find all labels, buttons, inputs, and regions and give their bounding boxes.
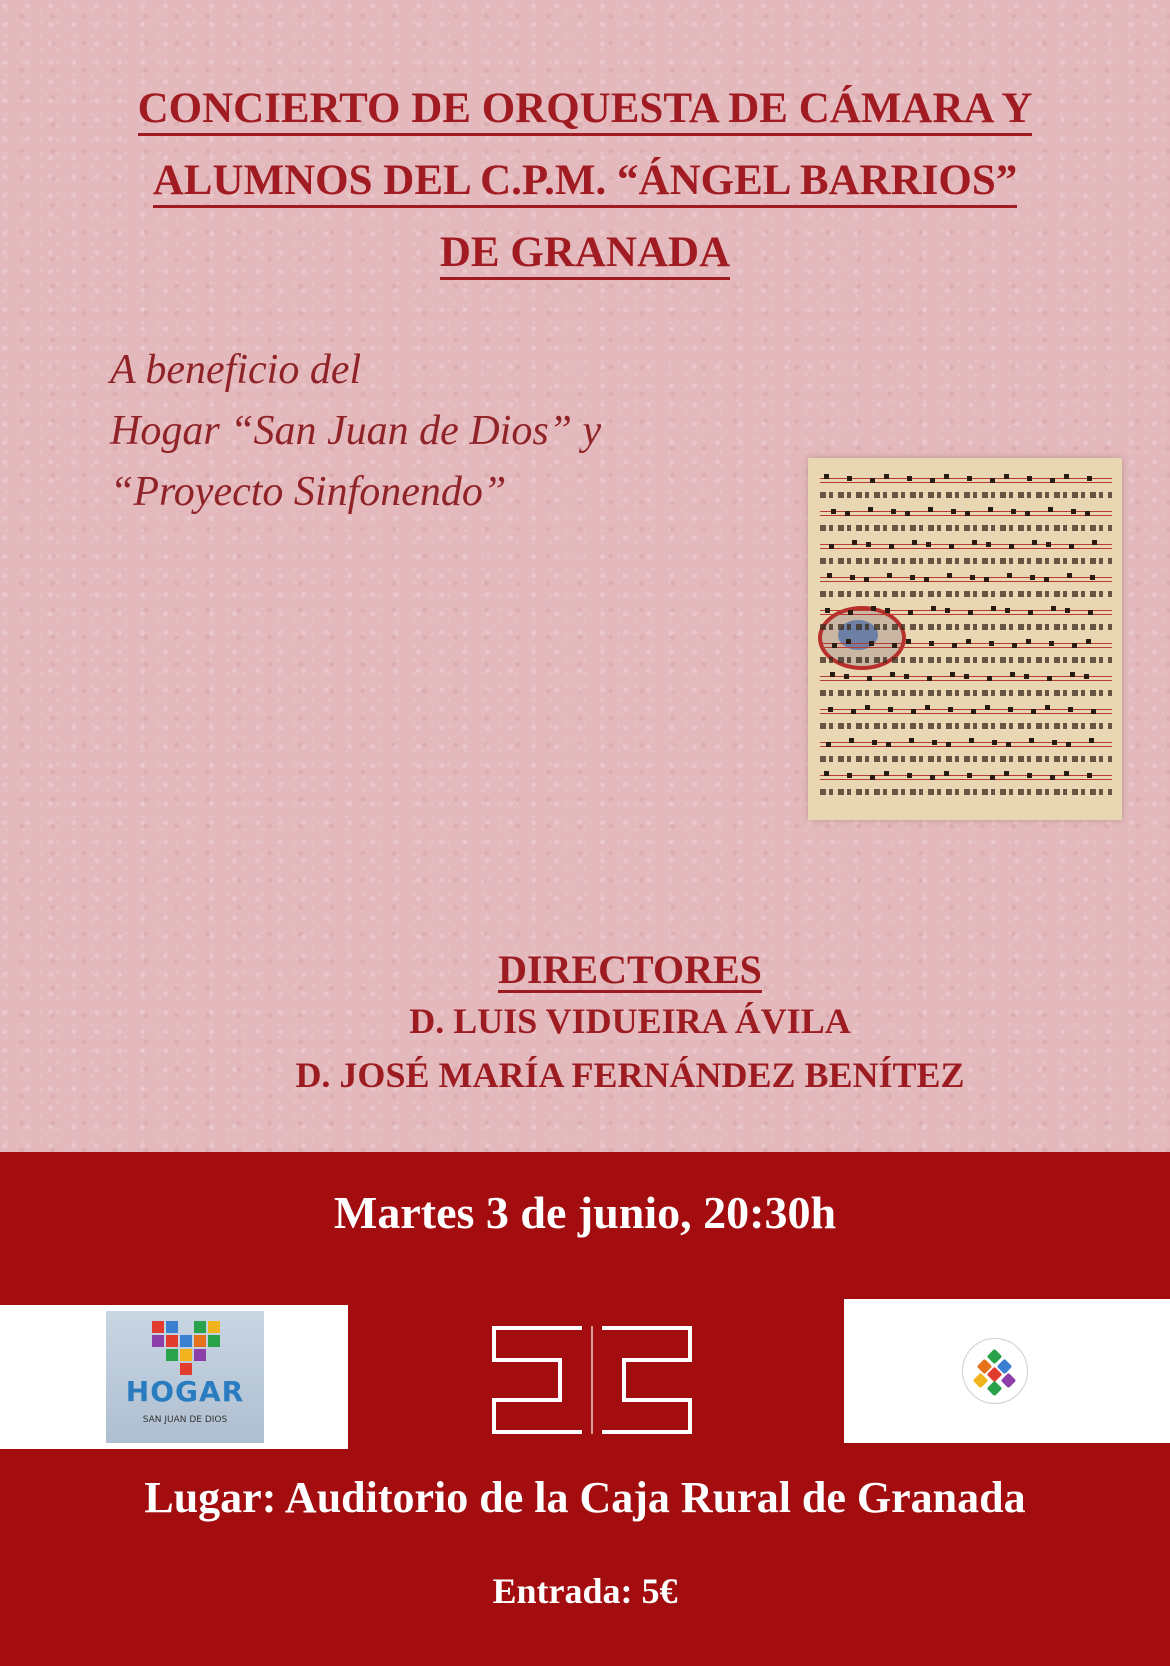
manuscript-neume xyxy=(1088,610,1093,615)
manuscript-neume xyxy=(905,511,910,516)
manuscript-neume xyxy=(912,540,917,545)
manuscript-neume xyxy=(991,606,996,611)
manuscript-neume xyxy=(824,771,829,776)
manuscript-neume xyxy=(1030,575,1035,580)
manuscript-neume xyxy=(946,742,951,747)
manuscript-neume xyxy=(871,606,876,611)
manuscript-neume xyxy=(826,742,831,747)
manuscript-neume xyxy=(832,643,837,648)
manuscript-neume xyxy=(967,773,972,778)
manuscript-text-line xyxy=(820,789,1112,795)
manuscript-neume xyxy=(985,705,990,710)
manuscript-neume xyxy=(847,773,852,778)
manuscript-text-line xyxy=(820,558,1112,564)
manuscript-neume xyxy=(1047,676,1052,681)
manuscript-neume xyxy=(971,709,976,714)
manuscript-text-line xyxy=(820,624,1112,630)
manuscript-neume xyxy=(1027,476,1032,481)
manuscript-neume xyxy=(944,474,949,479)
manuscript-neume xyxy=(984,577,989,582)
manuscript-neume xyxy=(928,507,933,512)
manuscript-neume xyxy=(930,775,935,780)
manuscript-neume xyxy=(965,511,970,516)
manuscript-neume xyxy=(927,676,932,681)
manuscript-neume xyxy=(1049,641,1054,646)
manuscript-neume xyxy=(947,573,952,578)
manuscript-neume xyxy=(1031,709,1036,714)
manuscript-neume xyxy=(1086,639,1091,644)
manuscript-neume xyxy=(931,606,936,611)
manuscript-neume xyxy=(844,674,849,679)
manuscript-neume xyxy=(1032,540,1037,545)
manuscript-neume xyxy=(1012,643,1017,648)
manuscript-neume xyxy=(1009,544,1014,549)
director-name-2: D. JOSÉ MARÍA FERNÁNDEZ BENÍTEZ xyxy=(295,1055,965,1095)
manuscript-neume xyxy=(1044,577,1049,582)
manuscript-neume xyxy=(1069,544,1074,549)
manuscript-neume xyxy=(969,738,974,743)
manuscript-neume xyxy=(992,740,997,745)
manuscript-neume xyxy=(885,608,890,613)
title-line-1: CONCIERTO DE ORQUESTA DE CÁMARA Y xyxy=(138,85,1033,136)
manuscript-neume xyxy=(910,575,915,580)
benefit-line-2: Hogar “San Juan de Dios” y xyxy=(110,408,602,454)
concert-title xyxy=(20,78,1150,294)
manuscript-neume xyxy=(1024,674,1029,679)
manuscript-neume xyxy=(1050,478,1055,483)
manuscript-neume xyxy=(930,478,935,483)
manuscript-neume xyxy=(1004,771,1009,776)
manuscript-neume xyxy=(892,643,897,648)
sinfonendo-logo xyxy=(962,1338,1028,1404)
manuscript-neume xyxy=(989,641,994,646)
manuscript-neume xyxy=(986,542,991,547)
manuscript-neume xyxy=(1028,610,1033,615)
director-name-1: D. LUIS VIDUEIRA ÁVILA xyxy=(409,1001,851,1041)
manuscript-text-line xyxy=(820,657,1112,663)
music-manuscript-image xyxy=(808,458,1122,820)
manuscript-neume xyxy=(987,676,992,681)
manuscript-neume xyxy=(925,705,930,710)
manuscript-neume xyxy=(1087,773,1092,778)
manuscript-neume xyxy=(949,544,954,549)
manuscript-neume xyxy=(868,507,873,512)
manuscript-text-line xyxy=(820,492,1112,498)
manuscript-neume xyxy=(1011,509,1016,514)
directors-heading: DIRECTORES xyxy=(498,947,762,992)
entry-price: Entrada: 5€ xyxy=(492,1571,678,1611)
manuscript-text-line xyxy=(820,525,1112,531)
manuscript-neume xyxy=(848,610,853,615)
manuscript-neume xyxy=(952,643,957,648)
manuscript-neume xyxy=(950,672,955,677)
manuscript-neume xyxy=(864,577,869,582)
manuscript-neume xyxy=(1052,740,1057,745)
title-line-2: ALUMNOS DEL C.P.M. “ÁNGEL BARRIOS” xyxy=(153,157,1018,208)
manuscript-neume xyxy=(850,575,855,580)
manuscript-text-line xyxy=(820,756,1112,762)
manuscript-neume xyxy=(988,507,993,512)
manuscript-neume xyxy=(888,707,893,712)
event-place: Lugar: Auditorio de la Caja Rural de Granada xyxy=(144,1473,1026,1522)
manuscript-neume xyxy=(887,573,892,578)
manuscript-text-line xyxy=(820,591,1112,597)
manuscript-neume xyxy=(865,705,870,710)
manuscript-neume xyxy=(831,509,836,514)
manuscript-neume xyxy=(1051,606,1056,611)
manuscript-neume xyxy=(990,775,995,780)
manuscript-neume xyxy=(970,575,975,580)
manuscript-neume xyxy=(1010,672,1015,677)
manuscript-neume xyxy=(1065,608,1070,613)
manuscript-neume xyxy=(891,509,896,514)
manuscript-neume xyxy=(908,610,913,615)
manuscript-neume xyxy=(1045,705,1050,710)
manuscript-neume xyxy=(1046,542,1051,547)
manuscript-neume xyxy=(828,707,833,712)
manuscript-neume xyxy=(1072,643,1077,648)
manuscript-neume xyxy=(830,672,835,677)
manuscript-neume xyxy=(884,474,889,479)
manuscript-neume xyxy=(869,641,874,646)
manuscript-neume xyxy=(966,639,971,644)
manuscript-neume xyxy=(1008,707,1013,712)
manuscript-neume xyxy=(1007,573,1012,578)
manuscript-neume xyxy=(1066,742,1071,747)
event-date: Martes 3 de junio, 20:30h xyxy=(333,1187,837,1238)
manuscript-neume xyxy=(1091,709,1096,714)
manuscript-neume xyxy=(1064,771,1069,776)
manuscript-neume xyxy=(1029,738,1034,743)
manuscript-neume xyxy=(951,509,956,514)
manuscript-neume xyxy=(968,610,973,615)
manuscript-neume xyxy=(866,542,871,547)
manuscript-neume xyxy=(929,641,934,646)
manuscript-neume xyxy=(1027,773,1032,778)
manuscript-neume xyxy=(1071,509,1076,514)
manuscript-neume xyxy=(851,709,856,714)
manuscript-neume xyxy=(867,676,872,681)
manuscript-neume xyxy=(1092,540,1097,545)
manuscript-neume xyxy=(884,771,889,776)
benefit-line-3: “Proyecto Sinfonendo” xyxy=(110,469,507,515)
manuscript-neume xyxy=(1084,674,1089,679)
manuscript-neume xyxy=(990,478,995,483)
manuscript-neume xyxy=(846,639,851,644)
manuscript-neume xyxy=(924,577,929,582)
benefit-line-1: A beneficio del xyxy=(110,347,362,393)
manuscript-neume xyxy=(909,738,914,743)
manuscript-neume xyxy=(1064,474,1069,479)
manuscript-neume xyxy=(1085,511,1090,516)
manuscript-neume xyxy=(932,740,937,745)
manuscript-neume xyxy=(849,738,854,743)
manuscript-neume xyxy=(845,511,850,516)
manuscript-neume xyxy=(827,573,832,578)
manuscript-neume xyxy=(1087,476,1092,481)
manuscript-neume xyxy=(944,771,949,776)
manuscript-neume xyxy=(890,672,895,677)
manuscript-neume xyxy=(1068,707,1073,712)
hogar-logo-subtitle: SAN JUAN DE DIOS xyxy=(142,1415,228,1425)
manuscript-neume xyxy=(870,775,875,780)
manuscript-neume xyxy=(907,773,912,778)
manuscript-neume xyxy=(1090,575,1095,580)
directors-block xyxy=(180,947,1080,1103)
manuscript-neume xyxy=(1089,738,1094,743)
manuscript-neume xyxy=(972,540,977,545)
manuscript-neume xyxy=(907,476,912,481)
manuscript-neume xyxy=(904,674,909,679)
manuscript-neume xyxy=(1006,742,1011,747)
manuscript-neume xyxy=(886,742,891,747)
manuscript-neume xyxy=(1048,507,1053,512)
manuscript-neume xyxy=(870,478,875,483)
manuscript-neume xyxy=(1025,511,1030,516)
manuscript-neume xyxy=(872,740,877,745)
manuscript-neume xyxy=(1005,608,1010,613)
manuscript-neume xyxy=(1026,639,1031,644)
title-line-3: DE GRANADA xyxy=(440,229,730,280)
manuscript-neume xyxy=(967,476,972,481)
manuscript-neume xyxy=(1050,775,1055,780)
manuscript-neume xyxy=(948,707,953,712)
conservatorio-logo xyxy=(492,1326,692,1436)
benefit-text xyxy=(110,340,830,523)
hogar-logo-word: HOGAR xyxy=(125,1375,245,1408)
hogar-logo xyxy=(106,1311,264,1443)
manuscript-neume xyxy=(825,608,830,613)
manuscript-neume xyxy=(1070,672,1075,677)
manuscript-neume xyxy=(1004,474,1009,479)
manuscript-neume xyxy=(847,476,852,481)
manuscript-neume xyxy=(829,544,834,549)
manuscript-neume xyxy=(945,608,950,613)
manuscript-neume xyxy=(852,540,857,545)
manuscript-neume xyxy=(906,639,911,644)
manuscript-neume xyxy=(824,474,829,479)
manuscript-neume xyxy=(926,542,931,547)
manuscript-text-line xyxy=(820,690,1112,696)
manuscript-neume xyxy=(1067,573,1072,578)
manuscript-text-line xyxy=(820,723,1112,729)
manuscript-neume xyxy=(889,544,894,549)
manuscript-neume xyxy=(911,709,916,714)
manuscript-neume xyxy=(964,674,969,679)
